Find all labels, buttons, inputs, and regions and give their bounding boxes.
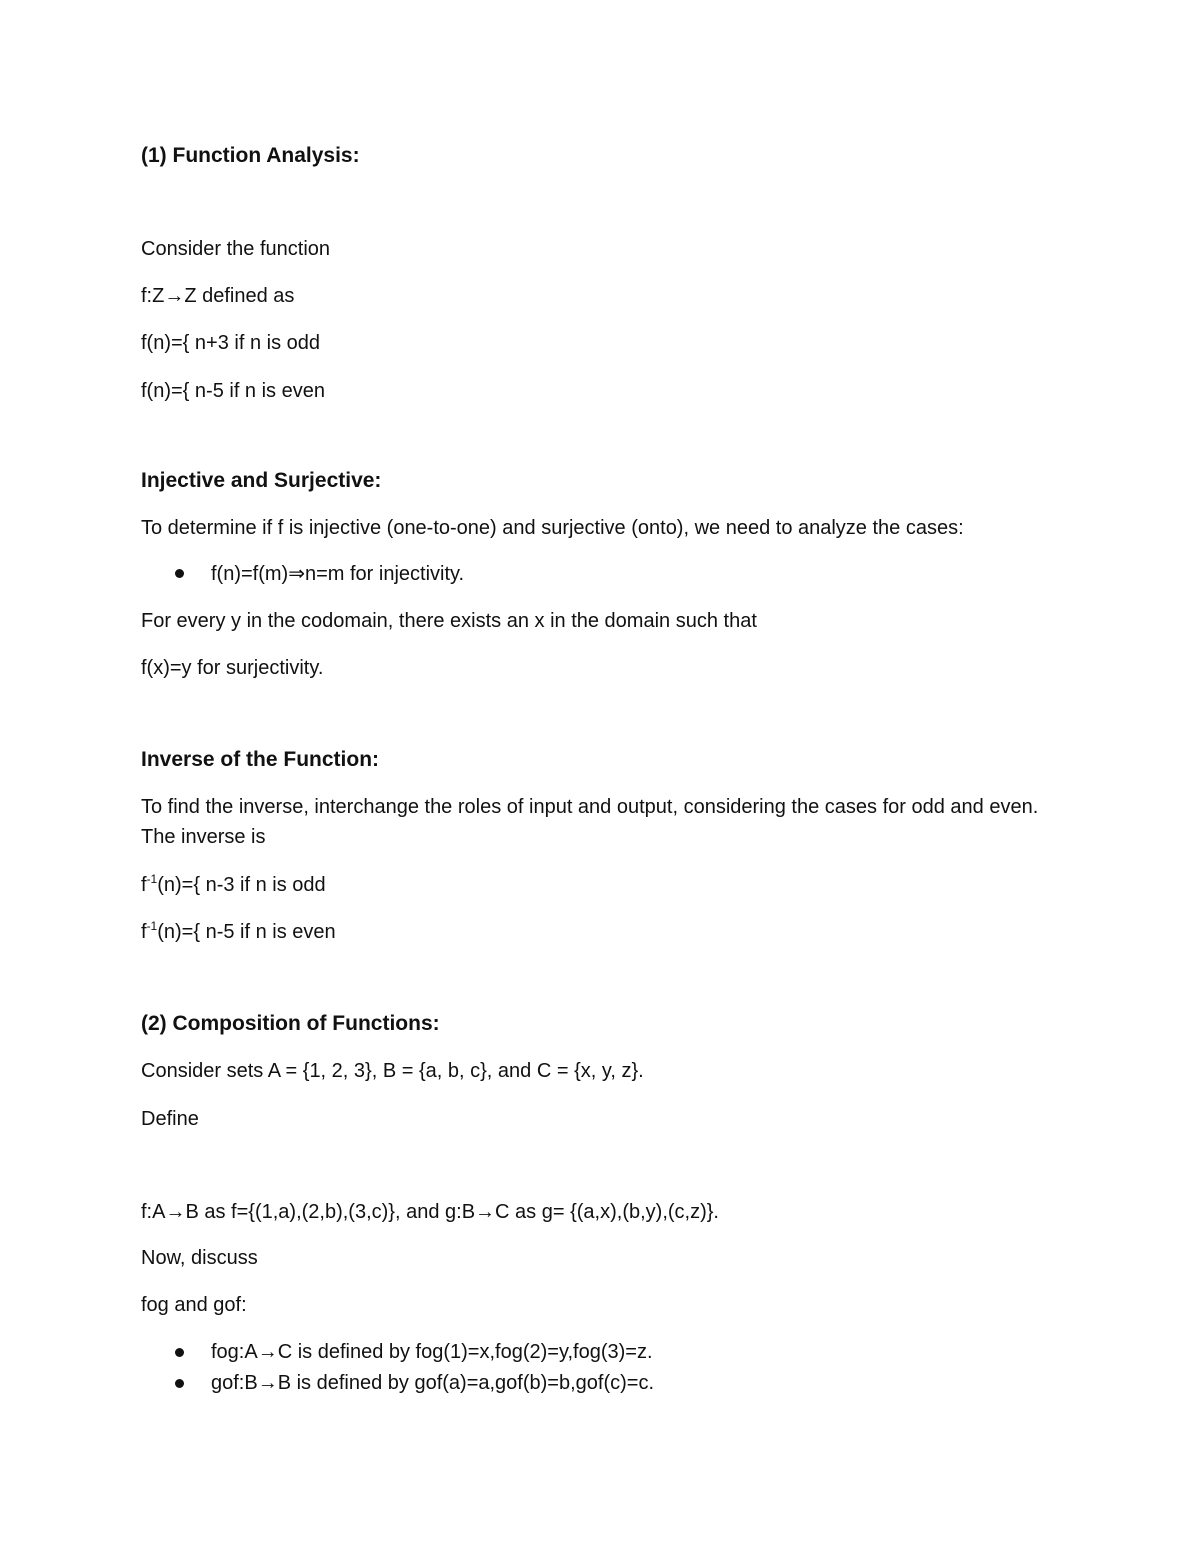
gof-bullet: gof:B→B is defined by gof(a)=a,gof(b)=b,gof(c)=c. [211,1372,655,1394]
inverse-odd-rest: (n)={ n-3 if n is odd [157,874,326,896]
inverse-def-odd [141,873,326,897]
inverse-def-even [141,920,336,944]
inverse-even-rest: (n)={ n-5 if n is even [157,921,336,943]
surjective-line-1: For every y in the codomain, there exists an x in the domain such that [141,610,757,632]
injective-intro: To determine if f is injective (one-to-one) and surjective (onto), we need to analyze the cases: [141,517,964,539]
discuss-label: Now, discuss [141,1247,258,1269]
section-1-heading: (1) Function Analysis: [141,144,360,167]
injective-bullet: f(n)=f(m)⇒n=m for injectivity. [211,563,465,585]
inverse-superscript: -1 [146,872,158,886]
inverse-superscript: -1 [146,919,158,933]
bullet-icon [175,1379,184,1388]
inverse-f-symbol: f [141,921,147,943]
inverse-f-symbol: f [141,874,147,896]
function-def-odd: f(n)={ n+3 if n is odd [141,332,321,354]
fog-gof-label: fog and gof: [141,1294,247,1316]
bullet-icon [175,569,184,578]
fog-bullet: fog:A→C is defined by fog(1)=x,fog(2)=y,fog(3)=z. [211,1341,653,1363]
injective-heading: Injective and Surjective: [141,469,382,492]
sets-definition: Consider sets A = {1, 2, 3}, B = {a, b, c}, and C = {x, y, z}. [141,1060,644,1082]
surjective-line-2: f(x)=y for surjectivity. [141,657,324,679]
define-label: Define [141,1108,199,1130]
mappings-definition: f:A→B as f={(1,a),(2,b),(3,c)}, and g:B→C as g= {(a,x),(b,y),(c,z)}. [141,1201,719,1223]
inverse-intro: To find the inverse, interchange the roles of input and output, considering the cases for odd and even. The inverse is [141,796,1039,848]
function-def-even: f(n)={ n-5 if n is even [141,380,325,402]
inverse-heading: Inverse of the Function: [141,748,380,771]
function-domain: f:Z→Z defined as [141,285,295,307]
function-intro: Consider the function [141,238,331,260]
bullet-icon [175,1348,184,1357]
section-2-heading: (2) Composition of Functions: [141,1012,440,1035]
